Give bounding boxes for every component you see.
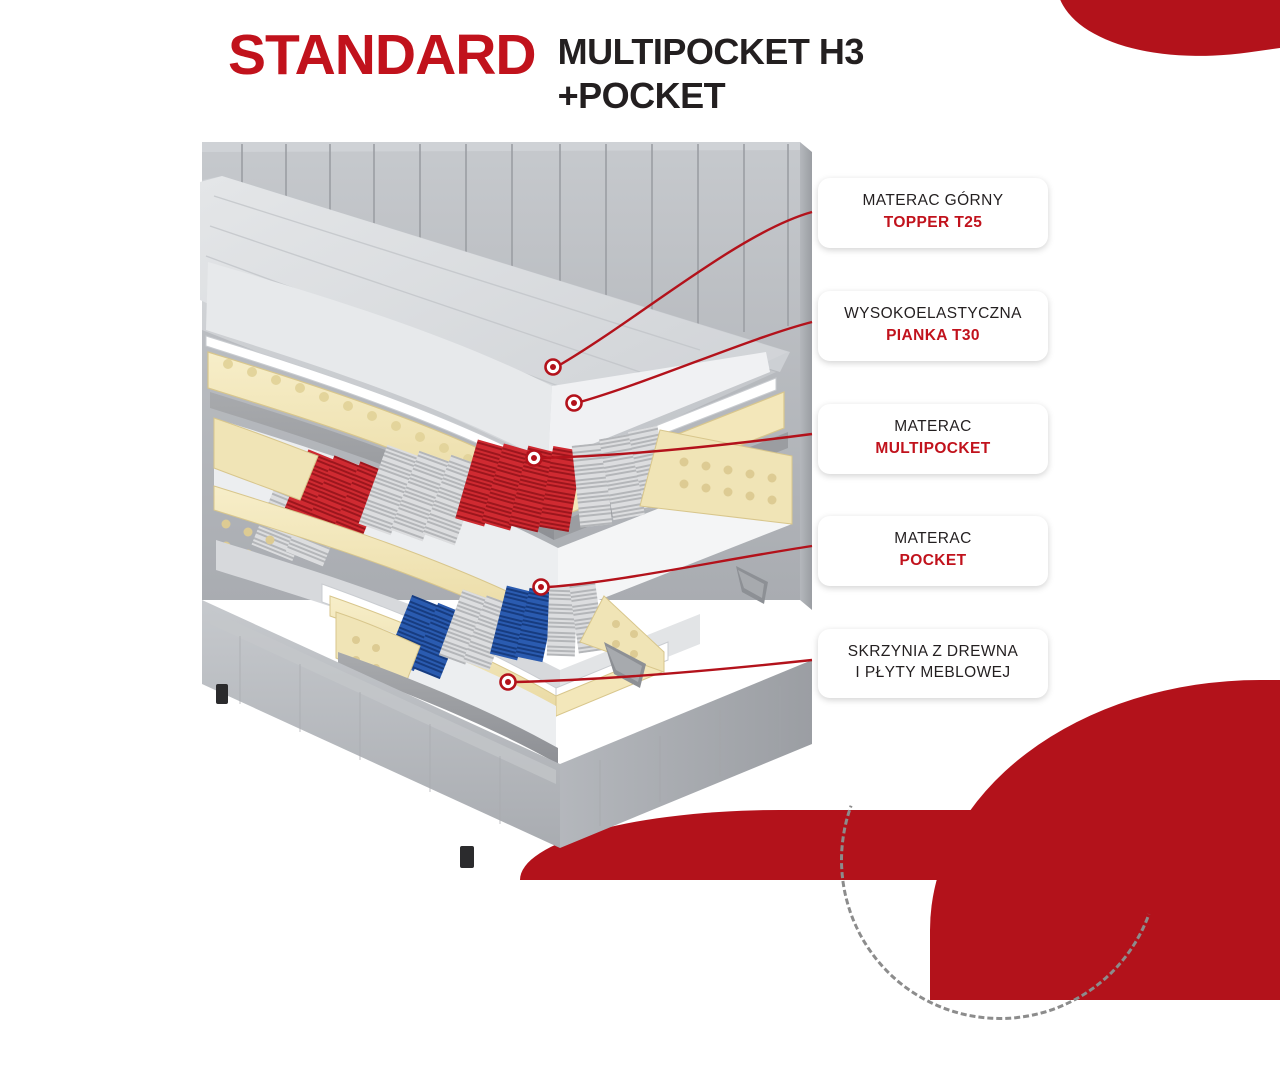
callout-multipocket-line1: MATERAC xyxy=(894,418,972,435)
callout-multipocket-line2: MULTIPOCKET xyxy=(875,439,991,457)
callout-topper-line1: MATERAC GÓRNY xyxy=(862,192,1004,209)
callout-pocket-line2: POCKET xyxy=(899,551,967,569)
callout-box-line1: SKRZYNIA Z DREWNA xyxy=(847,643,1019,660)
callout-foam-line2: PIANKA T30 xyxy=(886,326,980,344)
callout-topper-line2: TOPPER T25 xyxy=(883,213,983,231)
callout-foam-line1: WYSOKOELASTYCZNA xyxy=(844,305,1022,322)
callout-pocket xyxy=(818,516,1048,586)
callout-box-line2: I PŁYTY MEBLOWEJ xyxy=(855,663,1011,681)
callout-foam xyxy=(818,291,1048,361)
callout-topper xyxy=(818,178,1048,248)
title-subtitle: MULTIPOCKET H3 +POCKET xyxy=(557,31,864,116)
title-main: STANDARD xyxy=(228,23,536,87)
callout-box xyxy=(818,629,1048,698)
callout-multipocket xyxy=(818,404,1048,474)
callout-pocket-line1: MATERAC xyxy=(894,530,972,547)
